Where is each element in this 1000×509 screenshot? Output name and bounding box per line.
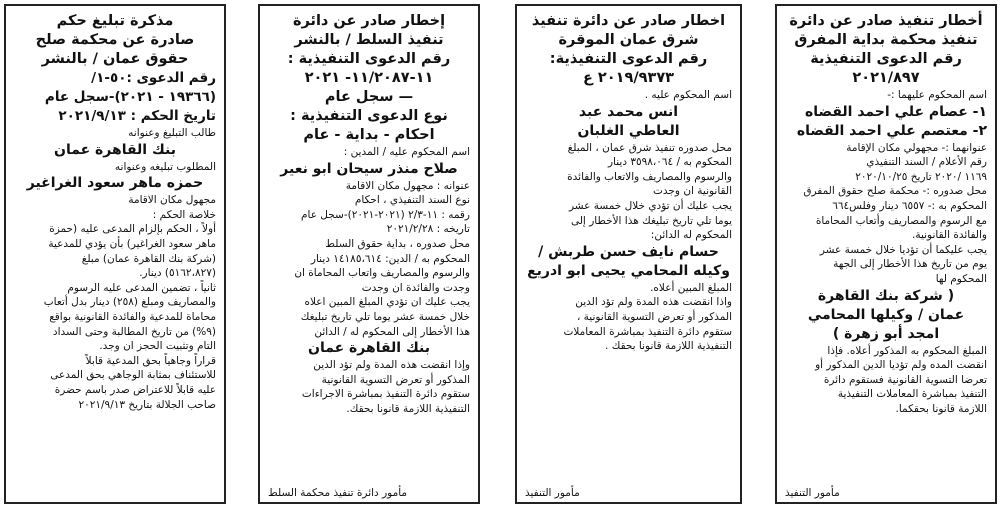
notice-line: محاماة للمدعية والفائدة القانونية بواقع [49,310,216,323]
notice-line: والرسوم والمصاريف واتعاب المحاماة ان [294,267,470,280]
notice-line: تعرضا التسوية القانونية فستقوم دائرة [823,373,987,386]
notice-line: صادرة عن محكمة صلح [35,32,195,48]
notice-line: اللازمة قانونا بحقكما. [895,402,987,415]
notice-line: نوع الدعوى التنفيذية : [290,108,448,124]
notice-line: للاستئناف بمثابة الوجاهي بحق المدعى [50,369,216,382]
notice-line: اسم المحكوم عليهما :- [887,89,987,101]
notice-line: ٢٠١٩/٩٣٧٣ ع [582,70,675,86]
notice-line: واذا انقضت هذه المدة ولم تؤد الدين [575,296,732,309]
notice-line: شرق عمان الموقرة [558,32,699,48]
notice-line: احكام - بداية - عام [303,127,435,143]
notice-line: قراراً وجاهياً بحق المدعية قابلاً [85,354,216,367]
notice-line: تاريخ الحكم : ٢٠٢١/٩/١٣ [58,108,216,124]
notice-column-3 [258,4,480,504]
notice-line: انس محمد عبد [578,103,679,120]
notice-line: ستقوم دائرة التنفيذ بمباشرة الاجراءات [301,388,470,401]
notice-line: ٢٠٢١/٨٩٧ [852,70,920,86]
notice-line: صلاح منذر سيحان ابو نعير [280,160,458,177]
notice-line: طالب التبليغ وعنوانه [128,127,216,139]
notice-line: يجب عليكما أن تؤديا خلال خمسة عشر [819,243,987,256]
notice-line: وجدت والفائدة ان وجدت [361,281,470,294]
notice-line: ثانياً ، تضمين المدعى عليه الرسوم [67,281,216,294]
notice-line: التنفيذية اللازمة قانونا بحقك . [605,340,732,353]
notice-line: هذا الأخطار إلى المحكوم له / الدائن [314,325,470,338]
notice-line: مع الرسوم والمصاريف وأتعاب المحاماة [815,214,987,227]
notice-line: (٥١٦٢،٨٢٧) دينار. [139,267,216,280]
notice-line: خلال خمسة عشر يوما تلي تاريخ تبليغك [300,310,470,323]
notice-line: تاريخه : ٢٠٢١/٢/٢٨ [386,223,470,236]
notice-line: اسم المحكوم عليه . [644,89,732,101]
notice-line: ٢- معتصم علي احمد القضاه [796,122,987,139]
notice-line: ماهر سعود الغراغير) بأن يؤدي للمدعية [48,237,216,250]
notice-line: تنفيذ محكمة بداية المفرق [794,32,978,48]
notice-line: بنك القاهرة عمان [308,340,430,357]
notice-line: اسم المحكوم عليه / المدين : [343,146,470,158]
notice-line: رقمه : ١١-٢/٣ (٢٠٢١-٢٠٢١)-سجل عام [301,208,470,221]
notice-line: المبلغ المحكوم به المذكور أعلاه. فإذا [827,344,987,357]
notice-line: خلاصة الحكم : [152,208,216,221]
notice-line: ١١٦٩ /٢٠٢٠ تاريخ ٢٠٢٠/١٠/٢٥ [855,170,987,183]
notice-line: صاحب الجلالة بتاريخ ٢٠٢١/٩/١٣ [78,398,216,411]
notice-line: والفائدة القانونية. [911,229,987,242]
notice-column-4 [4,4,226,504]
notice-line: ستقوم دائرة التنفيذ بمباشرة المعاملات [563,325,732,338]
notice-line: المطلوب تبليغه وعنوانه [114,160,216,173]
notice-line: ١- عصام علي احمد القضاه [805,103,987,120]
notice-line: عليه قابلاً للاعتراض صدر باسم حضرة [54,383,216,396]
notice-line: عنوانه : مجهول مكان الاقامة [345,179,470,192]
notice-line: يوم من تاريخ هذا الأخطار إلى الجهة [833,258,987,271]
notice-line: رقم الدعوى :٥٠-١/ [91,70,216,86]
notice-line: ( شركة بنك القاهرة [817,287,955,304]
notice-line: المبلغ المبين أعلاه. [650,281,732,294]
notice-line: ١١-١١/٢٠٨٧- ٢٠٢١ [304,70,434,86]
notice-line: مذكرة تبليغ حكم [56,13,174,29]
notice-line: أخطار تنفيذ صادر عن دائرة [789,13,983,29]
notice-line: رقم الدعوى التنفيذية: [549,51,708,67]
notice-line: المذكور أو تعرض التسوية القانونية ، [576,310,732,323]
notice-line: (١٩٣٦٦ - ٢٠٢١)-سجل عام [44,89,216,105]
notice-line: التام وتثبيت الحجز ان وجد. [99,340,216,353]
notice-line: المحكوم لها [935,272,987,285]
notice-line: محل صدوره ، بداية حقوق السلط [325,237,470,250]
notice-column-2 [515,4,742,504]
notice-line: عنوانهما :- مجهولي مكان الإقامة [846,141,987,154]
notice-line: مجهول مكان الاقامة [128,194,216,207]
notice-line: رقم الأعلام / السند التنفيذي [866,156,987,169]
notice-line: أولاً ، الحكم بإلزام المدعى عليه (حمزة [49,223,216,236]
notice-line: عمان / وكيلها المحامي [807,306,965,323]
notice-line: القانونية ان وجدت [653,185,732,198]
notice-line: محل صدوره تنفيذ شرق عمان ، المبلغ [567,141,732,154]
notice-line: والرسوم والمصاريف والاتعاب والفائدة [567,170,732,183]
notice-line: يوما تلي تاريخ تبليغك هذا الأخطار إلى [570,214,732,227]
notice-line: يجب عليك ان تؤدي المبلغ المبين اعلاه [304,296,470,309]
notice-line: محل صدوره :- محكمة صلح حقوق المفرق [803,185,987,198]
notice-line: المحكوم به / ٣٥٩٨،٠٦٤ دينار [607,156,732,169]
notice-line: تنفيذ السلط / بالنشر [294,32,444,48]
notice-line: (شركة بنك القاهرة عمان) مبلغ [81,252,216,265]
notice-line: رقم الدعوى التنفيذية : [287,51,451,67]
notice-line: حسام نايف حسن طربش / [538,243,719,260]
notice-line: اخطار صادر عن دائرة تنفيذ [531,13,726,29]
notice-line: التنفيذية اللازمة قانونا بحقك. [346,402,470,415]
notice-line: (٩%) من تاريخ المطالبة وحتى السداد [52,325,216,338]
notice-line: بنك القاهرة عمان [54,141,176,158]
notice-footer-signature: مأمور التنفيذ [525,487,580,499]
notice-line: رقم الدعوى التنفيذية [810,51,962,67]
notice-line: إخطار صادر عن دائرة [292,13,446,29]
notice-line: المحكوم له الدائن: [650,229,732,242]
notice-line: نوع السند التنفيذي ، احكام [354,194,470,207]
notice-line: المحكوم به :- ٦٥٥٧ دينار وفلس٦٦٤ [832,199,987,212]
notice-line: والمصاريف ومبلغ (٢٥٨) دينار بدل أتعاب [43,296,216,309]
notice-footer-signature: مأمور التنفيذ [785,487,840,499]
notice-line: المذكور أو تعرض التسوية القانونية [321,373,470,386]
notice-line: وإذا انقضت هذه المدة ولم تؤد الدين [313,359,470,372]
notice-line: — سجل عام [324,89,414,105]
notice-line: انقضت المده ولم تؤديا الدين المذكور أو [815,359,987,372]
notice-line: وكيله المحامي يحيى ابو ادريع [527,262,730,279]
notice-column-1 [775,4,997,504]
notice-line: التنفيذ بمباشرة المعاملات التنفيذية [837,388,987,401]
notice-line: امجد أبو زهرة ) [832,325,940,342]
notice-line: حقوق عمان / بالنشر [41,51,189,67]
notice-line: يجب عليك أن تؤدي خلال خمسة عشر [568,199,732,212]
notice-line: حمزه ماهر سعود الغراغير [26,175,204,192]
notice-line: العاطي الغلبان [577,122,680,139]
notice-footer-signature: مأمور دائرة تنفيذ محكمة السلط [268,487,408,499]
notice-line: المحكوم به / الدين: ١٤١٨٥،٦١٤ دينار [310,252,470,265]
